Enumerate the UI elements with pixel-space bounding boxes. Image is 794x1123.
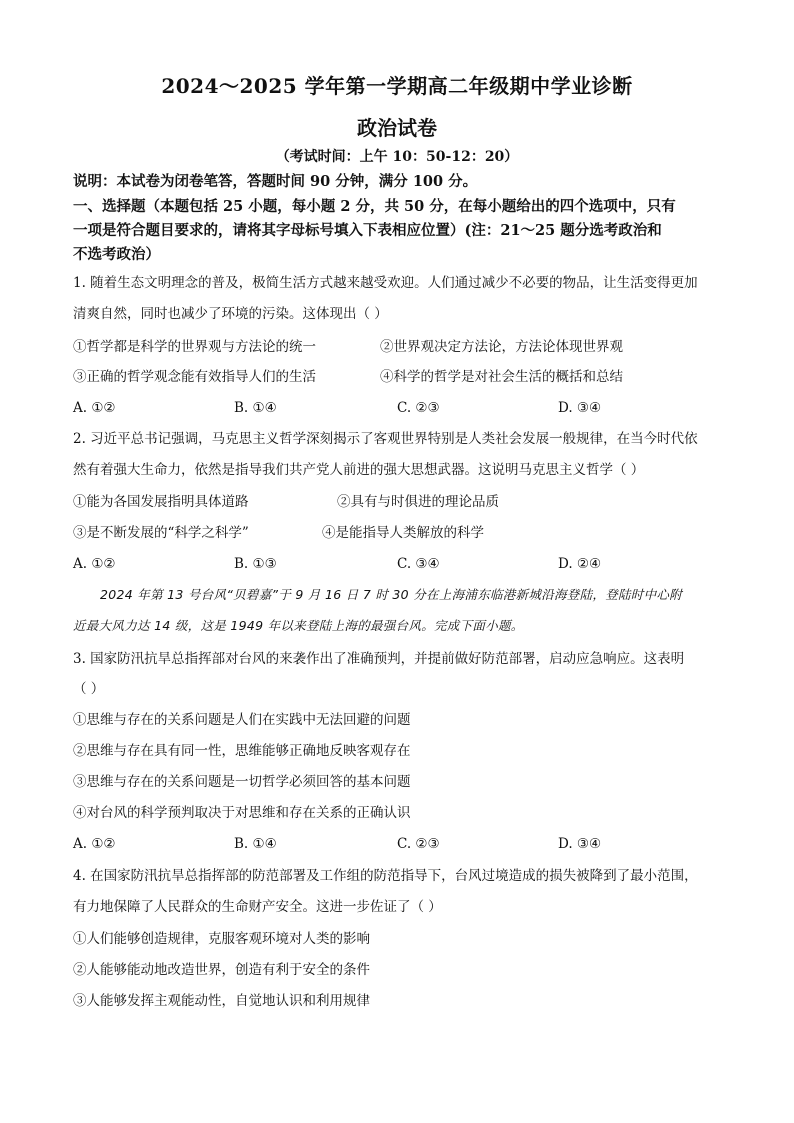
q4-statement-2: ②人能够能动地改造世界，创造有利于安全的条件	[73, 962, 370, 978]
q1-choice-a: A. ①②	[73, 400, 116, 416]
q2-statement-1: ①能为各国发展指明具体道路	[73, 494, 249, 510]
q1-choice-b: B. ①④	[234, 400, 277, 416]
q3-stem-line1: 3. 国家防汛抗旱总指挥部对台风的来袭作出了准确预判，并提前做好防范部署，启动应急响应。这表明	[73, 651, 685, 667]
q2-stem-line2: 然有着强大生命力，依然是指导我们共产党人前进的强大思想武器。这说明马克思主义哲学（ ）	[73, 462, 645, 478]
section-heading-line2: 一项是符合题目要求的，请将其字母标号填入下表相应位置）(注：21～25 题分选考政治和	[73, 222, 662, 239]
q3-statement-2: ②思维与存在具有同一性，思维能够正确地反映客观存在	[73, 743, 411, 759]
material-line1: 2024 年第 13 号台风“贝碧嘉”于 9 月 16 日 7 时 30 分在上海浦东临港新城沿海登陆，登陆时中心附	[100, 587, 682, 602]
q1-stem-line2: 清爽自然，同时也减少了环境的污染。这体现出（ ）	[73, 306, 388, 322]
exam-subject: 政治试卷	[357, 116, 437, 140]
q1-statement-3: ③正确的哲学观念能有效指导人们的生活	[73, 369, 316, 385]
q2-statement-4: ④是能指导人类解放的科学	[322, 525, 484, 541]
q4-statement-3: ③人能够发挥主观能动性，自觉地认识和利用规律	[73, 993, 370, 1009]
section-heading-line3: 不选考政治）	[73, 246, 160, 263]
q3-statement-3: ③思维与存在的关系问题是一切哲学必须回答的基本问题	[73, 774, 411, 790]
q2-statement-2: ②具有与时俱进的理论品质	[337, 494, 499, 510]
q3-statement-4: ④对台风的科学预判取决于对思维和存在关系的正确认识	[73, 805, 411, 821]
q3-choice-d: D. ③④	[558, 836, 602, 852]
q2-statement-3: ③是不断发展的“科学之科学”	[73, 525, 249, 541]
q2-choice-c: C. ③④	[397, 556, 440, 572]
q2-choice-d: D. ②④	[558, 556, 602, 572]
q2-stem-line1: 2. 习近平总书记强调，马克思主义哲学深刻揭示了客观世界特别是人类社会发展一般规律，在当今时代依	[73, 431, 698, 447]
q4-stem-line1: 4. 在国家防汛抗旱总指挥部的防范部署及工作组的防范指导下，台风过境造成的损失被降到了最小范围，	[73, 868, 698, 884]
q4-statement-1: ①人们能够创造规律，克服客观环境对人类的影响	[73, 931, 370, 947]
material-line2: 近最大风力达 14 级，这是 1949 年以来登陆上海的最强台风。完成下面小题。	[73, 618, 524, 633]
instructions-note: 说明：本试卷为闭卷笔答，答题时间 90 分钟，满分 100 分。	[73, 173, 478, 190]
q1-statement-1: ①哲学都是科学的世界观与方法论的统一	[73, 339, 316, 355]
q3-choice-a: A. ①②	[73, 836, 116, 852]
q1-stem-line1: 1. 随着生态文明理念的普及，极简生活方式越来越受欢迎。人们通过减少不必要的物品，让生活变得更加	[73, 275, 698, 291]
q2-choice-b: B. ①③	[234, 556, 277, 572]
q1-choice-c: C. ②③	[397, 400, 440, 416]
q1-statement-2: ②世界观决定方法论，方法论体现世界观	[380, 339, 623, 355]
q3-statement-1: ①思维与存在的关系问题是人们在实践中无法回避的问题	[73, 712, 411, 728]
q1-statement-4: ④科学的哲学是对社会生活的概括和总结	[380, 369, 623, 385]
exam-title: 2024～2025 学年第一学期高二年级期中学业诊断	[161, 74, 633, 98]
q2-choice-a: A. ①②	[73, 556, 116, 572]
section-heading-line1: 一、选择题（本题包括 25 小题，每小题 2 分，共 50 分，在每小题给出的四个选项中，只有	[73, 198, 676, 215]
q3-choice-c: C. ②③	[397, 836, 440, 852]
q4-stem-line2: 有力地保障了人民群众的生命财产安全。这进一步佐证了（ ）	[73, 899, 442, 915]
exam-time: （考试时间：上午 10：50-12：20）	[275, 149, 519, 165]
q3-stem-line2: （ ）	[73, 681, 105, 697]
q1-choice-d: D. ③④	[558, 400, 602, 416]
q3-choice-b: B. ①④	[234, 836, 277, 852]
